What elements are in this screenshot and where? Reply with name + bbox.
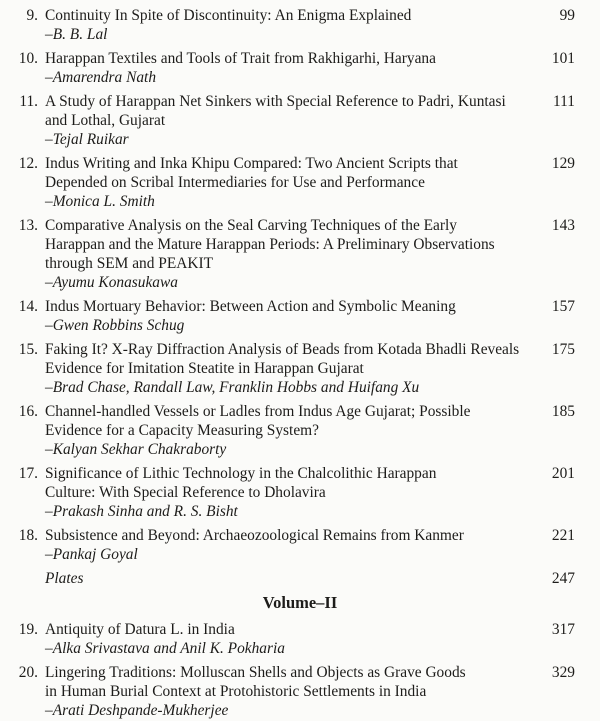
toc-entry — [0, 340, 600, 397]
entry-author: –Gwen Robbins Schug — [45, 317, 185, 334]
entry-page-number: 157 — [551, 298, 575, 315]
entry-number: 12. — [18, 155, 38, 172]
entry-page-number: 111 — [553, 93, 575, 110]
entry-page-number: 143 — [551, 217, 575, 234]
entry-author: –Brad Chase, Randall Law, Franklin Hobbs and Huifang Xu — [45, 379, 420, 396]
entry-content — [38, 6, 533, 44]
entry-number: 17. — [18, 465, 38, 482]
toc-entry — [0, 526, 600, 564]
entry-title-line: Harappan Textiles and Tools of Trait from Rakhigarhi, Haryana — [45, 50, 436, 67]
entry-title-line: Indus Writing and Inka Khipu Compared: Two Ancient Scripts that — [45, 155, 458, 172]
entry-content — [38, 464, 533, 521]
entry-number: 19. — [18, 621, 38, 638]
entry-content — [38, 402, 533, 459]
toc-entry — [0, 154, 600, 211]
entry-page-number: 175 — [551, 341, 575, 358]
entry-title-line: Evidence for Imitation Steatite in Harappan Gujarat — [45, 360, 364, 377]
entry-title-line: Continuity In Spite of Discontinuity: An Enigma Explained — [45, 7, 412, 24]
entry-title-line: Comparative Analysis on the Seal Carving Techniques of the Early — [45, 217, 457, 234]
entry-number: 11. — [19, 93, 38, 110]
entry-title-line: Channel-handled Vessels or Ladles from Indus Age Gujarat; Possible — [45, 403, 471, 420]
entry-author: –Amarendra Nath — [45, 69, 157, 86]
entry-author: –Pankaj Goyal — [45, 546, 138, 563]
entry-title-line: Faking It? X-Ray Diffraction Analysis of Beads from Kotada Bhadli Reveals — [45, 341, 520, 358]
entry-page-number: 99 — [559, 7, 575, 24]
entry-page-number: 129 — [551, 155, 575, 172]
entry-title-line: Depended on Scribal Intermediaries for Use and Performance — [45, 174, 425, 191]
entry-author: –B. B. Lal — [45, 26, 108, 43]
entry-number: 14. — [18, 298, 38, 315]
toc-list-volume1 — [0, 6, 600, 588]
entry-content — [38, 297, 533, 335]
toc-entry — [0, 663, 600, 720]
entry-author: –Ayumu Konasukawa — [45, 274, 178, 291]
entry-page-number: 201 — [551, 465, 575, 482]
entry-content — [38, 526, 533, 564]
entry-title-line: Significance of Lithic Technology in the Chalcolithic Harappan — [45, 465, 437, 482]
entry-title-line: Indus Mortuary Behavior: Between Action and Symbolic Meaning — [45, 298, 456, 315]
toc-entry — [0, 402, 600, 459]
entry-number: 16. — [18, 403, 38, 420]
toc-entry — [0, 569, 600, 588]
toc-entry — [0, 92, 600, 149]
entry-number: 15. — [18, 341, 38, 358]
volume-heading: Volume–II — [262, 593, 338, 612]
toc-entry — [0, 6, 600, 44]
entry-content — [38, 663, 533, 720]
entry-title-line: Lingering Traditions: Molluscan Shells and Objects as Grave Goods — [45, 664, 466, 681]
entry-content — [38, 216, 533, 292]
entry-title-line: Evidence for a Capacity Measuring System? — [45, 422, 319, 439]
entry-title-line: Culture: With Special Reference to Dholavira — [45, 484, 326, 501]
entry-number: 9. — [26, 7, 38, 24]
entry-page-number: 329 — [551, 664, 575, 681]
entry-content — [38, 49, 533, 87]
entry-content — [38, 340, 533, 397]
entry-title-line: A Study of Harappan Net Sinkers with Special Reference to Padri, Kuntasi — [45, 93, 506, 110]
entry-content — [38, 92, 533, 149]
entry-content — [38, 620, 533, 658]
entry-author: –Prakash Sinha and R. S. Bisht — [45, 503, 238, 520]
entry-author: –Kalyan Sekhar Chakraborty — [45, 441, 227, 458]
toc-entry — [0, 464, 600, 521]
entry-page-number: 247 — [551, 570, 575, 587]
entry-page-number: 101 — [551, 50, 575, 67]
entry-title-line: in Human Burial Context at Protohistoric Settlements in India — [45, 683, 427, 700]
toc-entry — [0, 620, 600, 658]
entry-title-line: Antiquity of Datura L. in India — [45, 621, 235, 638]
entry-number: 20. — [18, 664, 38, 681]
toc-entry — [0, 49, 600, 87]
entry-page-number: 185 — [551, 403, 575, 420]
toc-entry — [0, 297, 600, 335]
entry-content — [38, 154, 533, 211]
entry-number: 13. — [18, 217, 38, 234]
entry-author: –Alka Srivastava and Anil K. Pokharia — [45, 640, 285, 657]
entry-number: 18. — [18, 527, 38, 544]
entry-author: –Tejal Ruikar — [45, 131, 129, 148]
entry-title-line: and Lothal, Gujarat — [45, 112, 166, 129]
entry-number: 10. — [18, 50, 38, 67]
entry-author: –Monica L. Smith — [45, 193, 155, 210]
toc-list-volume2 — [0, 620, 600, 720]
entry-title-line: Harappan and the Mature Harappan Periods: A Preliminary Observations — [45, 236, 495, 253]
entry-page-number: 317 — [551, 621, 575, 638]
entry-author: –Arati Deshpande-Mukherjee — [45, 702, 229, 719]
entry-title-line: through SEM and PEAKIT — [45, 255, 214, 272]
entry-content — [38, 569, 533, 588]
toc-entry — [0, 216, 600, 292]
entry-page-number: 221 — [551, 527, 575, 544]
entry-title-line: Subsistence and Beyond: Archaeozoological Remains from Kanmer — [45, 527, 464, 544]
entry-title-line: Plates — [45, 570, 84, 587]
